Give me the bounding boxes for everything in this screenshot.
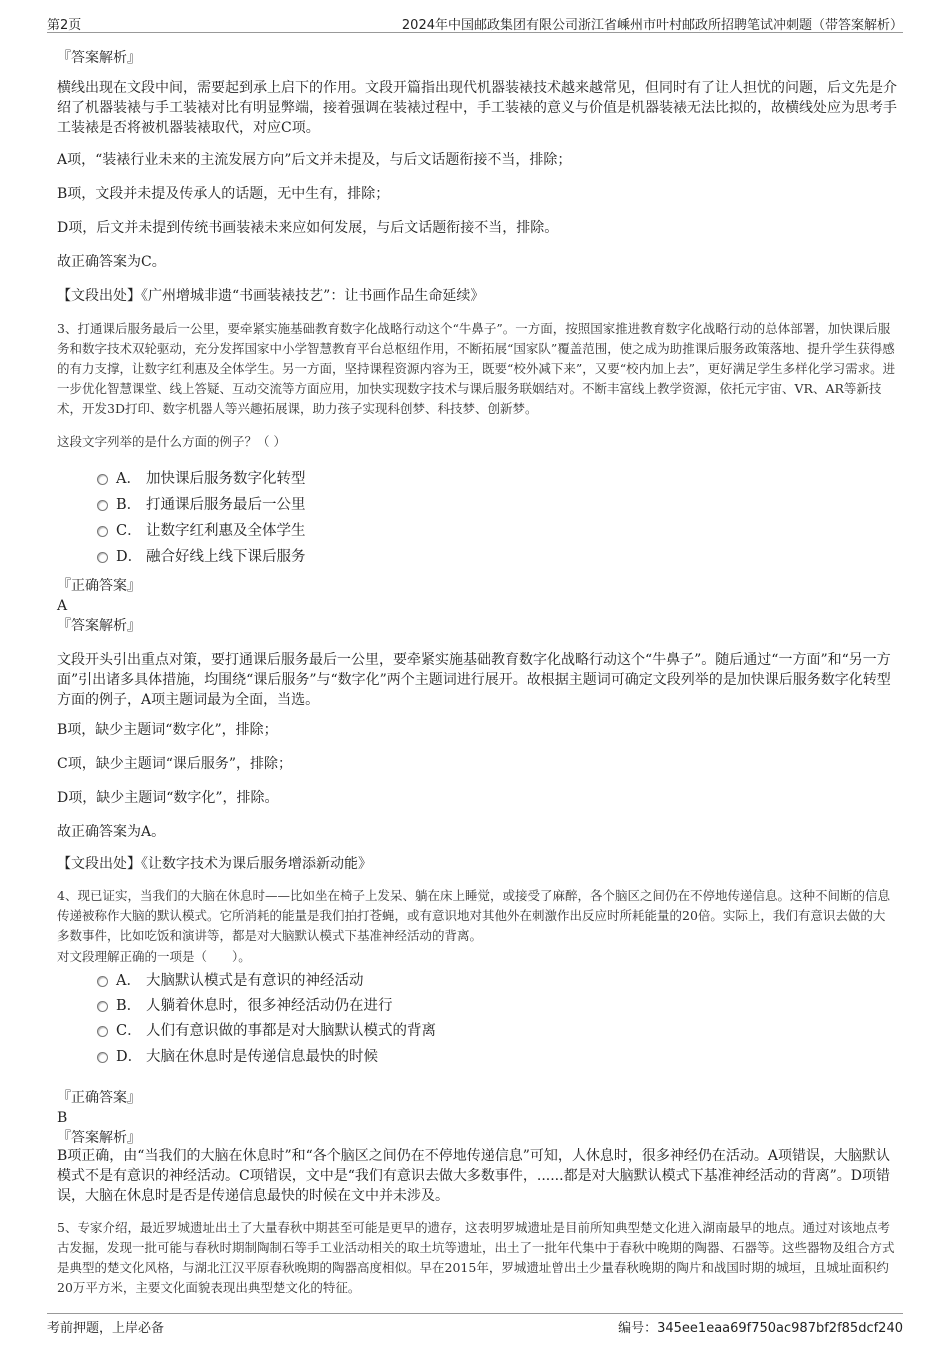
question-4-prompt: 对文段理解正确的一项是（ ）。: [57, 949, 251, 964]
page-number: 第2页: [47, 18, 82, 33]
q3-option-b[interactable]: B． 打通课后服务最后一公里: [97, 494, 306, 516]
conclusion: 故正确答案为C。: [57, 254, 166, 270]
analysis-option-a: A项，“装裱行业未来的主流发展方向”后文并未提及，与后文话题衔接不当，排除；: [57, 152, 572, 168]
answer-label: 『正确答案』: [57, 1090, 141, 1106]
q3-option-d[interactable]: D． 融合好线上线下课后服务: [97, 546, 306, 568]
q4-option-a[interactable]: A． 大脑默认模式是有意识的神经活动: [97, 970, 364, 992]
question-4-stem: 4、现已证实，当我们的大脑在休息时——比如坐在椅子上发呆、躺在床上睡觉，或接受了麻醉，各个脑区之间仍在不停地传递信息。这种不间断的信息传递被称作大脑的默认模式。它所消耗的能量是我们拍打苍蝇，或有意识地对其他外在刺激作出反应时所耗能量的20倍。实际上，我们有意识去做的大多数事件，比如吃饭和演讲等，都是对大脑默认模式下基准神经活动的背离。: [57, 888, 890, 943]
question-3-prompt: 这段文字列举的是什么方面的例子？（ ）: [57, 434, 286, 449]
question-5-stem: 5、专家介绍，最近罗城遗址出土了大量春秋中期甚至可能是更早的遗存，这表明罗城遗址是目前所知典型楚文化进入湖南最早的地点。通过对该地点考古发掘，发现一批可能与春秋时期制陶制石等手工业活动相关的取土坑等遗址，出土了一批年代集中于春秋中晚期的陶器、石器等。这些器物及组合方式是典型的楚文化风格，与湖北江汉平原春秋晚期的陶器高度相似。早在2015年，罗城遗址曾出土少量春秋晚期的陶片和战国时期的城垣，且城址面积约20万平方米，主要文化面貌表现出典型楚文化的特征。: [57, 1220, 895, 1295]
analysis-text: 横线出现在文段中间，需要起到承上启下的作用。文段开篇指出现代机器装裱技术越来越常见，但同时有了让人担忧的问题，后文先是介绍了机器装裱与手工装裱对比有明显弊端，接着强调在装裱过程中，手工装裱的意义与价值是机器装裱无法比拟的，故横线处应为思考手工装裱是否将被机器装裱取代，对应C项。: [57, 80, 897, 136]
radio-icon[interactable]: [97, 526, 108, 537]
radio-icon[interactable]: [97, 1052, 108, 1063]
answer-value: A: [57, 598, 68, 614]
page-footer: [47, 1313, 903, 1336]
q4-option-b[interactable]: B． 人躺着休息时，很多神经活动仍在进行: [97, 995, 393, 1017]
analysis-text: 文段开头引出重点对策，要打通课后服务最后一公里，要牵紧实施基础教育数字化战略行动这个“牛鼻子”。随后通过“一方面”和“另一方面”引出诸多具体措施，均围绕“课后服务”与“数字化”两个主题词进行展开。故根据主题词可确定文段列举的是加快课后服务数字化转型方面的例子，A项主题词最为全面，当选。: [57, 652, 891, 708]
answer-value: B: [57, 1110, 68, 1126]
analysis-label: 『答案解析』: [57, 1130, 141, 1146]
analysis-label: 『答案解析』: [57, 50, 141, 66]
q4-option-c[interactable]: C． 人们有意识做的事都是对大脑默认模式的背离: [97, 1020, 436, 1042]
q3-option-c[interactable]: C． 让数字红利惠及全体学生: [97, 520, 306, 542]
analysis-label: 『答案解析』: [57, 618, 141, 634]
document-title: 2024年中国邮政集团有限公司浙江省嵊州市叶村邮政所招聘笔试冲刺题（带答案解析）: [401, 18, 903, 33]
radio-icon[interactable]: [97, 552, 108, 563]
analysis-option-c: C项，缺少主题词“课后服务”，排除；: [57, 756, 293, 772]
analysis-text: B项正确，由“当我们的大脑在休息时”和“各个脑区之间仍在不停地传递信息”可知，人休息时，很多神经仍在活动。A项错误，大脑默认模式不是有意识的神经活动。C项错误，文中是“我们有意识去做大多数事件，......都是对大脑默认模式下基准神经活动的背离”。D项错误，大脑在休息时是否是传递信息最快的时候在文中并未涉及。: [57, 1148, 891, 1204]
question-3-stem: 3、打通课后服务最后一公里，要牵紧实施基础教育数字化战略行动这个“牛鼻子”。一方面，按照国家推进教育数字化战略行动的总体部署，加快课后服务和数字技术双轮驱动，充分发挥国家中小学智慧教育平台总枢纽作用，不断拓展“国家队”覆盖范围，使之成为助推课后服务政策落地、提升学生获得感的有力支撑，让数字红利惠及全体学生。另一方面，坚持课程资源内容为王，既要“校外减下来”，又要“校内加上去”，更好满足学生多样化学习需求。进一步优化智慧课堂、线上答疑、互动交流等方面应用，加快实现数字技术与课后服务联姻结对。不断丰富线上教学资源，依托元宇宙、VR、AR等新技术，开发3D打印、数字机器人等兴趣拓展课，助力孩子实现科创梦、科技梦、创新梦。: [57, 321, 896, 416]
source: 【文段出处】《广州增城非遗“书画装裱技艺”：让书画作品生命延续》: [57, 288, 485, 304]
analysis-option-b: B项，文段并未提及传承人的话题，无中生有，排除；: [57, 186, 390, 202]
q4-option-d[interactable]: D． 大脑在休息时是传递信息最快的时候: [97, 1046, 378, 1068]
radio-icon[interactable]: [97, 976, 108, 987]
answer-label: 『正确答案』: [57, 578, 141, 594]
footer-slogan: 考前押题，上岸必备: [47, 1321, 165, 1336]
source: 【文段出处】《让数字技术为课后服务增添新动能》: [57, 856, 372, 872]
conclusion: 故正确答案为A。: [57, 824, 166, 840]
analysis-option-d: D项，缺少主题词“数字化”，排除。: [57, 790, 279, 806]
page-header: [47, 12, 903, 33]
radio-icon[interactable]: [97, 1001, 108, 1012]
radio-icon[interactable]: [97, 1026, 108, 1037]
analysis-option-d: D项，后文并未提到传统书画装裱未来应如何发展，与后文话题衔接不当，排除。: [57, 220, 559, 236]
radio-icon[interactable]: [97, 500, 108, 511]
q3-option-a[interactable]: A． 加快课后服务数字化转型: [97, 468, 306, 490]
document-id: 编号：345ee1eaa69f750ac987bf2f85dcf240: [618, 1321, 903, 1336]
analysis-option-b: B项，缺少主题词“数字化”，排除；: [57, 722, 278, 738]
radio-icon[interactable]: [97, 474, 108, 485]
